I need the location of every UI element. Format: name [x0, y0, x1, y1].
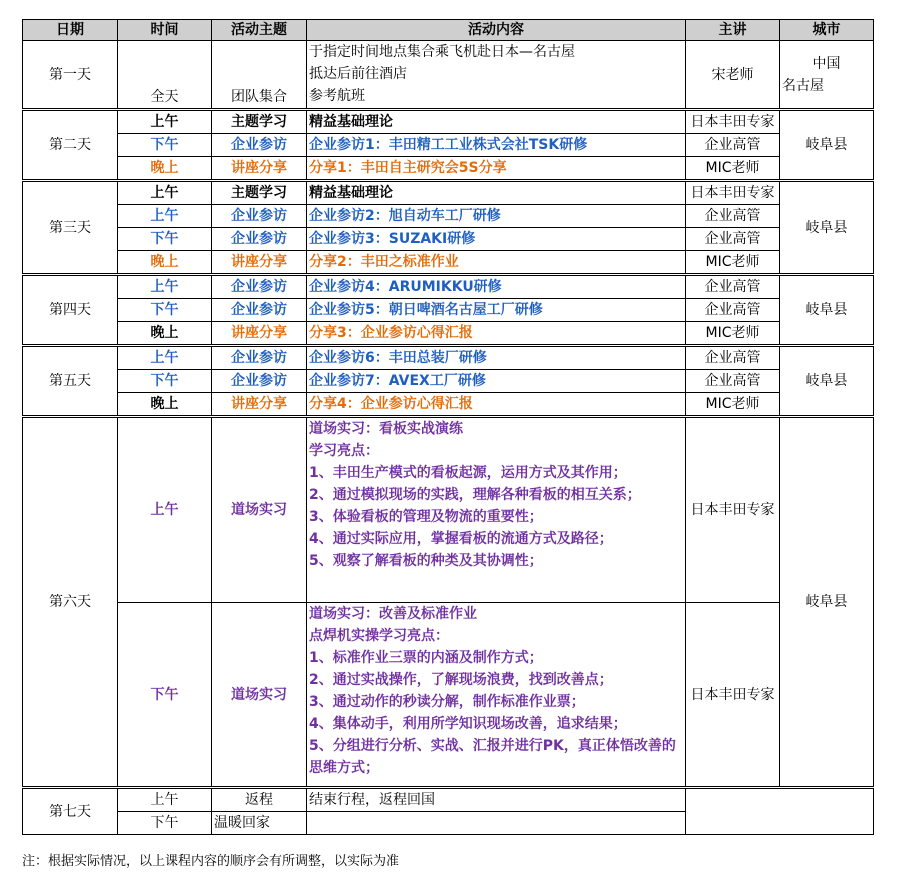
speaker-cell: 日本丰田专家	[686, 110, 780, 134]
content-cell: 企业参访4：ARUMIKKU研修	[307, 275, 686, 299]
table-row	[23, 134, 874, 157]
theme-cell: 讲座分享	[212, 393, 307, 417]
content-line: 3、通过动作的秒读分解，制作标准作业票；	[309, 694, 585, 710]
theme-cell: 企业参访	[212, 275, 307, 299]
table-row	[23, 603, 874, 788]
content-cell: 企业参访5：朝日啤酒名古屋工厂研修	[307, 299, 686, 322]
speaker-cell: 企业高管	[686, 275, 780, 299]
speaker-cell: 日本丰田专家	[686, 417, 780, 603]
day1-speaker: 宋老师	[686, 41, 780, 110]
time-cell: 下午	[118, 299, 212, 322]
table-row	[23, 346, 874, 370]
schedule-table	[22, 19, 874, 835]
time-cell: 上午	[118, 275, 212, 299]
time-cell: 晚上	[118, 322, 212, 346]
time-cell: 上午	[118, 110, 212, 134]
header-content: 活动内容	[307, 20, 686, 41]
day1-city-line: 名古屋	[782, 77, 824, 94]
time-cell: 晚上	[118, 251, 212, 275]
theme-cell: 企业参访	[212, 299, 307, 322]
theme-cell: 主题学习	[212, 181, 307, 205]
table-row	[23, 299, 874, 322]
day5-city: 岐阜县	[780, 346, 874, 417]
content-cell	[307, 603, 686, 788]
content-cell: 分享4：企业参访心得汇报	[307, 393, 686, 417]
content-cell: 精益基础理论	[307, 181, 686, 205]
header-city: 城市	[780, 20, 874, 41]
table-row	[23, 393, 874, 417]
content-line: 2、通过实战操作，了解现场浪费，找到改善点；	[309, 672, 613, 688]
time-cell: 下午	[118, 370, 212, 393]
day1-content-line: 参考航班	[309, 88, 365, 104]
table-row	[23, 370, 874, 393]
content-line: 2、通过模拟现场的实践，理解各种看板的相互关系；	[309, 487, 641, 503]
speaker-cell: MIC老师	[686, 157, 780, 181]
day1-row	[23, 41, 874, 110]
speaker-cell: 企业高管	[686, 228, 780, 251]
content-line: 1、丰田生产模式的看板起源，运用方式及其作用；	[309, 465, 627, 481]
content-cell: 分享2：丰田之标准作业	[307, 251, 686, 275]
day7-date: 第七天	[23, 788, 118, 835]
speaker-cell: 日本丰田专家	[686, 181, 780, 205]
day6-city: 岐阜县	[780, 417, 874, 788]
content-line: 道场实习：看板实战演练	[309, 421, 463, 437]
table-row	[23, 157, 874, 181]
day3-city: 岐阜县	[780, 181, 874, 275]
day5-date: 第五天	[23, 346, 118, 417]
content-line: 5、分组进行分析、实战、汇报并进行PK，真正体悟改善的思维方式；	[309, 738, 676, 776]
day1-content-line: 于指定时间地点集合乘飞机赴日本—名古屋	[309, 44, 575, 60]
theme-cell: 企业参访	[212, 228, 307, 251]
content-line: 5、观察了解看板的种类及其协调性；	[309, 553, 543, 569]
table-row	[23, 322, 874, 346]
header-date: 日期	[23, 20, 118, 41]
content-line: 点焊机实操学习亮点：	[309, 628, 449, 644]
content-cell: 结束行程，返程回国	[307, 788, 686, 812]
time-cell: 晚上	[118, 157, 212, 181]
header-speaker: 主讲	[686, 20, 780, 41]
day2-date: 第二天	[23, 110, 118, 181]
speaker-cell: 企业高管	[686, 299, 780, 322]
speaker-cell: 日本丰田专家	[686, 603, 780, 788]
content-cell: 企业参访6：丰田总装厂研修	[307, 346, 686, 370]
content-cell: 企业参访1：丰田精工工业株式会社TSK研修	[307, 134, 686, 157]
time-cell: 下午	[118, 603, 212, 788]
table-row	[23, 275, 874, 299]
time-cell: 上午	[118, 417, 212, 603]
header-theme: 活动主题	[212, 20, 307, 41]
day4-date: 第四天	[23, 275, 118, 346]
time-cell: 上午	[118, 205, 212, 228]
theme-cell: 道场实习	[212, 417, 307, 603]
header-row	[23, 20, 874, 41]
content-cell: 分享1：丰田自主研究会5S分享	[307, 157, 686, 181]
time-cell: 下午	[118, 134, 212, 157]
day1-date: 第一天	[23, 41, 118, 110]
speaker-cell: 企业高管	[686, 370, 780, 393]
theme-cell: 温暖回家	[212, 812, 307, 835]
content-cell: 分享3：企业参访心得汇报	[307, 322, 686, 346]
speaker-cell: MIC老师	[686, 393, 780, 417]
content-cell	[307, 417, 686, 603]
time-cell: 上午	[118, 788, 212, 812]
day1-time: 全天	[118, 41, 212, 110]
content-cell: 企业参访2：旭自动车工厂研修	[307, 205, 686, 228]
day6-date: 第六天	[23, 417, 118, 788]
day1-city-line: 中国	[812, 55, 841, 72]
day3-date: 第三天	[23, 181, 118, 275]
content-line: 4、集体动手，利用所学知识现场改善，追求结果；	[309, 716, 627, 732]
content-line: 道场实习：改善及标准作业	[309, 606, 477, 622]
theme-cell: 讲座分享	[212, 251, 307, 275]
content-cell	[307, 812, 686, 835]
content-line: 3、体验看板的管理及物流的重要性；	[309, 509, 543, 525]
theme-cell: 讲座分享	[212, 322, 307, 346]
day1-content	[307, 41, 686, 110]
content-line: 1、标准作业三票的内涵及制作方式；	[309, 650, 543, 666]
theme-cell: 返程	[212, 788, 307, 812]
table-row	[23, 181, 874, 205]
time-cell: 下午	[118, 228, 212, 251]
time-cell: 上午	[118, 181, 212, 205]
day2-city: 岐阜县	[780, 110, 874, 181]
theme-cell: 企业参访	[212, 205, 307, 228]
speaker-cell: MIC老师	[686, 322, 780, 346]
day1-theme: 团队集合	[212, 41, 307, 110]
content-line: 学习亮点：	[309, 443, 379, 459]
table-row	[23, 205, 874, 228]
content-cell: 企业参访7：AVEX工厂研修	[307, 370, 686, 393]
theme-cell: 企业参访	[212, 370, 307, 393]
table-row	[23, 417, 874, 603]
content-cell: 企业参访3：SUZAKI研修	[307, 228, 686, 251]
header-time: 时间	[118, 20, 212, 41]
theme-cell: 企业参访	[212, 134, 307, 157]
speaker-cell: 企业高管	[686, 205, 780, 228]
theme-cell: 主题学习	[212, 110, 307, 134]
theme-cell: 企业参访	[212, 346, 307, 370]
day4-city: 岐阜县	[780, 275, 874, 346]
day1-content-line: 抵达后前往酒店	[309, 66, 407, 82]
content-cell: 精益基础理论	[307, 110, 686, 134]
theme-cell: 讲座分享	[212, 157, 307, 181]
table-row	[23, 110, 874, 134]
day7-empty-cell	[686, 788, 874, 835]
table-row	[23, 251, 874, 275]
day1-city	[780, 41, 874, 110]
theme-cell: 道场实习	[212, 603, 307, 788]
time-cell: 晚上	[118, 393, 212, 417]
speaker-cell: MIC老师	[686, 251, 780, 275]
speaker-cell: 企业高管	[686, 346, 780, 370]
table-row	[23, 788, 874, 812]
table-row	[23, 228, 874, 251]
content-line: 4、通过实际应用，掌握看板的流通方式及路径；	[309, 531, 613, 547]
speaker-cell: 企业高管	[686, 134, 780, 157]
time-cell: 下午	[118, 812, 212, 835]
time-cell: 上午	[118, 346, 212, 370]
footnote: 注：根据实际情况，以上课程内容的顺序会有所调整，以实际为准	[22, 854, 400, 869]
